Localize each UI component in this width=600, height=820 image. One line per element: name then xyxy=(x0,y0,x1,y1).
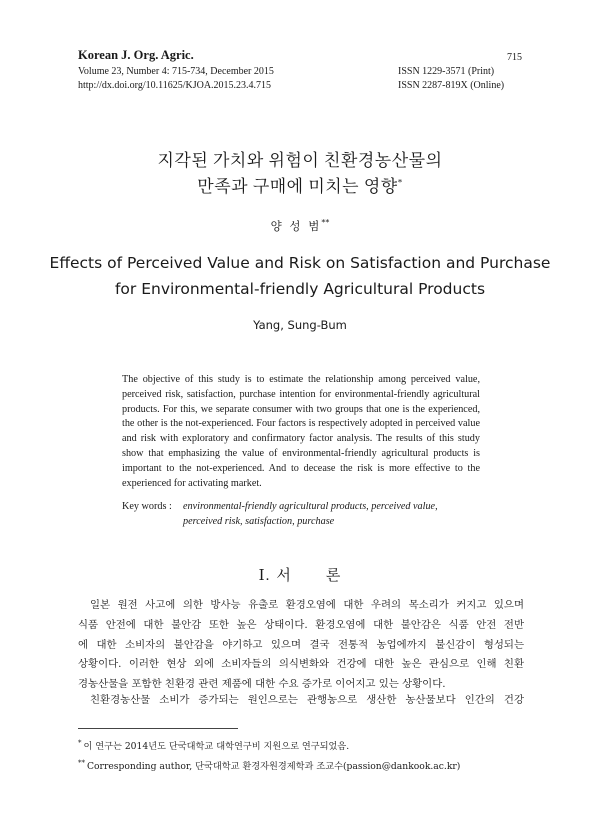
korean-author-name: 양 성 범 xyxy=(270,219,322,233)
section-number: Ⅰ. xyxy=(258,568,271,584)
issn-online: ISSN 2287-819X (Online) xyxy=(398,80,505,91)
keywords-line-1: environmental-friendly agricultural products, perceived value, xyxy=(183,501,438,512)
body-line: 일본 원전 사고에 의한 방사능 유출로 환경오염에 대한 우려의 목소리가 커지고 있으며 xyxy=(90,599,524,611)
footnote-mark: ** xyxy=(78,758,85,767)
korean-title-line-2 xyxy=(0,172,600,197)
english-title-line-1: Effects of Perceived Value and Risk on Satisfaction and Purchase xyxy=(49,254,551,272)
footnote-divider xyxy=(78,728,238,729)
section-title-first: 서 xyxy=(276,568,292,584)
doi-link[interactable]: http://dx.doi.org/10.11625/KJOA.2015.23.4.715 xyxy=(78,80,272,91)
page-number: 715 xyxy=(507,52,522,63)
korean-title-line-1: 지각된 가치와 위험이 친환경농산물의 xyxy=(157,151,443,170)
body-line: 경농산물을 포함한 친환경 관련 제품에 대한 수요 증가로 이어지고 있는 상황이다. xyxy=(78,678,446,691)
korean-title-line-2-text: 만족과 구매에 미치는 영향 xyxy=(197,177,398,196)
keywords xyxy=(122,499,482,529)
abstract: The objective of this study is to estimate the relationship among perceived value, perceived risk, satisfaction, purchase intention for environmental-friendly agricultural products. For this, we separate consumer with two groups that one is the experienced, the other is the not-experienced. Four factors is respectively adopted in perceived value and risk with exploratory and confirmatory factor analysis. The results of this study show that emphasizing the value of environmental-friendly agricultural products is important to the not-experienced. And to decease the risk is more effective to the experienced for activating market. xyxy=(122,374,480,489)
keywords-line-2: perceived risk, satisfaction, purchase xyxy=(183,516,335,527)
body-line: 상황이다. 이러한 현상 외에 소비자들의 의식변화와 건강에 대한 높은 관심으로 인해 친환 xyxy=(78,658,524,671)
journal-name: Korean J. Org. Agric. xyxy=(78,48,194,62)
volume-info: Volume 23, Number 4: 715-734, December 2015 xyxy=(78,66,274,77)
keywords-label: Key words : xyxy=(122,501,172,512)
english-title-line-2: for Environmental-friendly Agricultural Products xyxy=(114,280,486,298)
footnote-mark: * xyxy=(78,738,82,747)
footnote-corresponding xyxy=(78,758,460,772)
author-footnote-mark: ** xyxy=(321,218,330,228)
english-author: Yang, Sung-Bum xyxy=(253,318,347,332)
body-paragraph-1 xyxy=(78,596,524,695)
body-line: 식품 안전에 대한 불안감 또한 높은 상태이다. 환경오염에 대한 불안감은 식품 안전 전반 xyxy=(78,618,524,631)
title-footnote-mark: * xyxy=(397,177,403,188)
korean-author xyxy=(0,218,600,234)
body-paragraph-2 xyxy=(78,691,524,711)
section-heading xyxy=(0,564,600,585)
issn-print: ISSN 1229-3571 (Print) xyxy=(398,66,495,77)
body-line: 친환경농산물 소비가 증가되는 원인으로는 관행농으로 생산한 농산물보다 인간의 건강 xyxy=(90,694,524,706)
footnote-text: 이 연구는 2014년도 단국대학교 대학연구비 지원으로 연구되었음. xyxy=(83,741,350,752)
section-title-second: 론 xyxy=(325,568,342,584)
body-line: 에 대한 소비자의 불안감을 야기하고 있으며 결국 전통적 농업에까지 불신감이 형성되는 xyxy=(78,638,524,651)
footnote-text: Corresponding author, 단국대학교 환경자원경제학과 조교수(passion@dankook.ac.kr) xyxy=(87,761,461,772)
footnote-funding xyxy=(78,738,349,752)
